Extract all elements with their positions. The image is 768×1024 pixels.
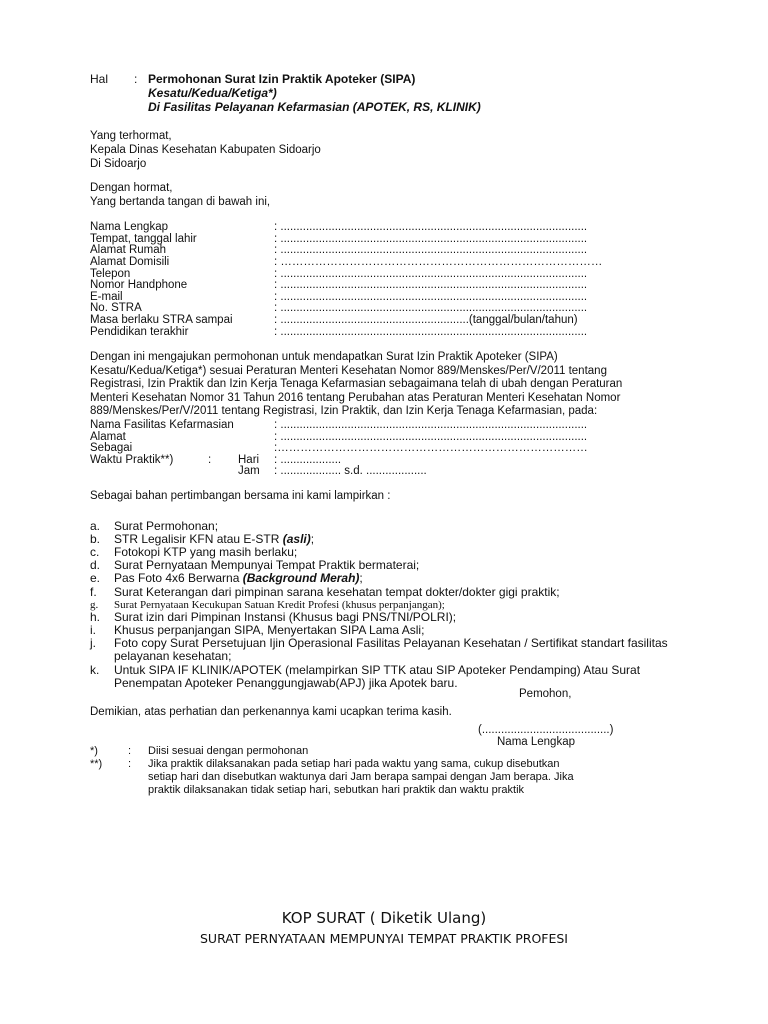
- field-value: : ................................................................................................: [274, 279, 588, 292]
- field-value: : …………………………………………………………………………: [274, 256, 603, 269]
- list-text-part: Pas Foto 4x6 Berwarna: [114, 571, 243, 586]
- list-text: Fotokopi KTP yang masih berlaku;: [114, 544, 298, 559]
- list-item: [90, 533, 768, 546]
- list-text-part: STR Legalisir KFN atau E-STR: [114, 531, 283, 546]
- list-text-emphasis: (Background Merah): [242, 571, 360, 586]
- facility-name-label: Nama Fasilitas Kefarmasian: [90, 419, 234, 432]
- attachments-intro: Sebagai bahan pertimbangan bersama ini kami lampirkan :: [90, 490, 391, 502]
- greeting-block: [90, 182, 768, 209]
- field-row: [90, 244, 768, 256]
- greeting-line: Dengan hormat,: [90, 182, 173, 195]
- paragraph-line: Kesatu/Kedua/Ketiga*) sesuai Peraturan Menteri Kesehatan Nomor 889/Menskes/Per/V/2011 tentang: [90, 364, 607, 377]
- addressee-line: Di Sidoarjo: [90, 157, 147, 170]
- list-text: Surat izin dari Pimpinan Instansi (Khusus bagi PNS/TNI/POLRI);: [114, 609, 457, 624]
- field-row: [90, 268, 768, 280]
- practice-hour-value: : ................... s.d. ...................: [274, 465, 427, 478]
- paragraph-line: 889/Menskes/Per/V/2011 tentang Registrasi, Izin Praktik, dan Izin Kerja Tenaga Kefarmasian, pada:: [90, 405, 598, 418]
- signature-blank: (........................................): [478, 724, 614, 736]
- list-text: [114, 572, 680, 585]
- subject-line: Di Fasilitas Pelayanan Kefarmasian (APOTEK, RS, KLINIK): [148, 100, 481, 115]
- field-row: [90, 291, 768, 303]
- list-text: Surat Pernyataan Kecukupan Satuan Kredit Profesi (khusus perpanjangan);: [114, 598, 445, 611]
- practice-time-colon: :: [208, 453, 212, 466]
- list-text: Untuk SIPA IF KLINIK/APOTEK (melampirkan SIP TTK atau SIP Apoteker Pendamping) Atau Surat Penempatan Apoteker Penanggungjawab(APJ) jika Apotek baru.: [114, 662, 641, 690]
- field-row: [90, 233, 768, 245]
- facility-role-value: :………………………………………………………………………: [274, 442, 588, 455]
- addressee-line: Yang terhormat,: [90, 130, 172, 143]
- list-letter: k.: [90, 662, 100, 677]
- footnote-row: [90, 758, 688, 797]
- list-text: Khusus perpanjangan SIPA, Menyertakan SIPA Lama Asli;: [114, 622, 425, 637]
- subject-label: Hal: [90, 72, 109, 86]
- footnote-mark: *): [90, 745, 98, 757]
- facility-address-label: Alamat: [90, 430, 126, 443]
- practice-time-label: Waktu Praktik**): [90, 453, 174, 466]
- list-item: [90, 611, 768, 624]
- subject-line: Kesatu/Kedua/Ketiga*): [148, 86, 277, 101]
- field-label: Pendidikan terakhir: [90, 325, 189, 338]
- closing-text: Demikian, atas perhatian dan perkenannya kami ucapkan terima kasih.: [90, 705, 452, 718]
- practice-time-row: [90, 454, 768, 466]
- footnote-row: [90, 745, 688, 758]
- footnote-text: Jika praktik dilaksanakan pada setiap hari pada waktu yang sama, cukup disebutkan setiap hari dan disebutkan waktunya dari Jam berapa sampai dengan Jam berapa. Jika praktik dilaksanakan tidak setiap hari, sebutkan hari praktik dan waktu praktik: [148, 757, 574, 796]
- greeting-line: Yang bertanda tangan di bawah ini,: [90, 195, 271, 208]
- letterhead-title: KOP SURAT ( Diketik Ulang): [281, 909, 487, 927]
- field-value: : ................................................................................................: [274, 232, 588, 245]
- paragraph-line: Registrasi, Izin Praktik dan Izin Kerja Tenaga Kefarmasian sebagaimana telah di ubah dengan Peraturan: [90, 378, 623, 391]
- list-letter: b.: [90, 531, 101, 546]
- subject-block: [90, 72, 768, 114]
- list-letter: a.: [90, 518, 101, 533]
- list-letter: i.: [90, 622, 96, 637]
- field-row: [90, 279, 768, 291]
- field-row: [90, 256, 768, 268]
- list-item: [90, 637, 768, 663]
- list-text-part: ;: [359, 571, 363, 586]
- footnote-colon: :: [128, 757, 132, 770]
- field-value: : ................................................................................................: [274, 221, 588, 234]
- field-row: [90, 326, 768, 338]
- field-value: : ...........................................................(tanggal/bulan/tahun): [274, 314, 578, 327]
- field-label: Telepon: [90, 267, 131, 280]
- addressee-line: Kepala Dinas Kesehatan Kabupaten Sidoarjo: [90, 144, 321, 157]
- field-row: [90, 302, 768, 314]
- field-value: : ................................................................................................: [274, 244, 588, 257]
- footnote-mark: **): [90, 757, 103, 770]
- list-letter: j.: [90, 636, 96, 651]
- field-value: : ................................................................................................: [274, 290, 588, 303]
- facility-role-label: Sebagai: [90, 442, 133, 455]
- list-letter: g.: [90, 598, 99, 611]
- signature-name: Nama Lengkap: [497, 736, 575, 748]
- field-row: [90, 221, 768, 233]
- list-text-emphasis: (asli): [282, 531, 311, 546]
- footnote-text: Diisi sesuai dengan permohonan: [148, 745, 309, 757]
- practice-day-value: : ...................: [274, 453, 342, 466]
- list-item: [90, 586, 768, 599]
- facility-address-row: [90, 431, 768, 443]
- list-letter: f.: [90, 584, 97, 599]
- field-label: Masa berlaku STRA sampai: [90, 314, 233, 327]
- list-text-part: ;: [310, 531, 315, 546]
- subject-line: Permohonan Surat Izin Praktik Apoteker (SIPA): [148, 72, 416, 86]
- field-label: Alamat Domisili: [90, 256, 170, 269]
- field-row: [90, 314, 768, 326]
- list-text: Surat Permohonan;: [114, 518, 219, 533]
- practice-hour-row: [90, 465, 768, 477]
- list-letter: d.: [90, 558, 101, 573]
- footnote-colon: :: [128, 745, 132, 757]
- field-label: No. STRA: [90, 302, 142, 315]
- list-letter: c.: [90, 544, 100, 559]
- list-text: Foto copy Surat Persetujuan Ijin Operasional Fasilitas Pelayanan Kesehatan / Sertifikat standart fasilitas pelayanan kesehatan;: [114, 636, 668, 664]
- addressee-block: [90, 130, 768, 171]
- practice-hour-label: Jam: [238, 465, 260, 478]
- attachments-list: [90, 520, 768, 690]
- subject-colon: :: [134, 72, 138, 86]
- field-label: E-mail: [90, 290, 123, 303]
- field-label: Alamat Rumah: [90, 244, 167, 257]
- field-label: Tempat, tanggal lahir: [90, 232, 197, 245]
- facility-name-row: [90, 419, 768, 431]
- list-text: [114, 533, 680, 546]
- facility-role-row: [90, 442, 768, 454]
- letterhead-subtitle: SURAT PERNYATAAN MEMPUNYAI TEMPAT PRAKTIK PROFESI: [200, 931, 568, 946]
- request-paragraph: [90, 351, 678, 419]
- field-value: : ................................................................................................: [274, 325, 588, 338]
- applicant-fields: [90, 221, 768, 337]
- list-text: Surat Keterangan dari pimpinan sarana kesehatan tempat dokter/dokter gigi praktik;: [114, 584, 560, 599]
- facility-name-value: : ................................................................................................: [274, 419, 588, 432]
- list-item: [90, 572, 768, 585]
- list-letter: e.: [90, 571, 101, 586]
- list-item: [90, 599, 768, 611]
- paragraph-line: Dengan ini mengajukan permohonan untuk mendapatkan Surat Izin Praktik Apoteker (SIPA): [90, 351, 558, 364]
- list-letter: h.: [90, 609, 101, 624]
- field-value: : ................................................................................................: [274, 302, 588, 315]
- field-label: Nama Lengkap: [90, 221, 168, 234]
- facility-address-value: : ................................................................................................: [274, 430, 588, 443]
- practice-day-label: Hari: [238, 453, 260, 466]
- signature-applicant-label: Pemohon,: [519, 688, 572, 700]
- facility-fields: [90, 419, 768, 477]
- paragraph-line: Menteri Kesehatan Nomor 31 Tahun 2016 tentang Perubahan atas Peraturan Menteri Kesehatan Nomor: [90, 391, 621, 404]
- subject-lines: [148, 72, 481, 114]
- footnotes: [90, 745, 688, 797]
- field-label: Nomor Handphone: [90, 279, 188, 292]
- list-text: Surat Pernyataan Mempunyai Tempat Praktik bermaterai;: [114, 558, 420, 573]
- field-value: : ................................................................................................: [274, 267, 588, 280]
- list-item: [90, 664, 768, 690]
